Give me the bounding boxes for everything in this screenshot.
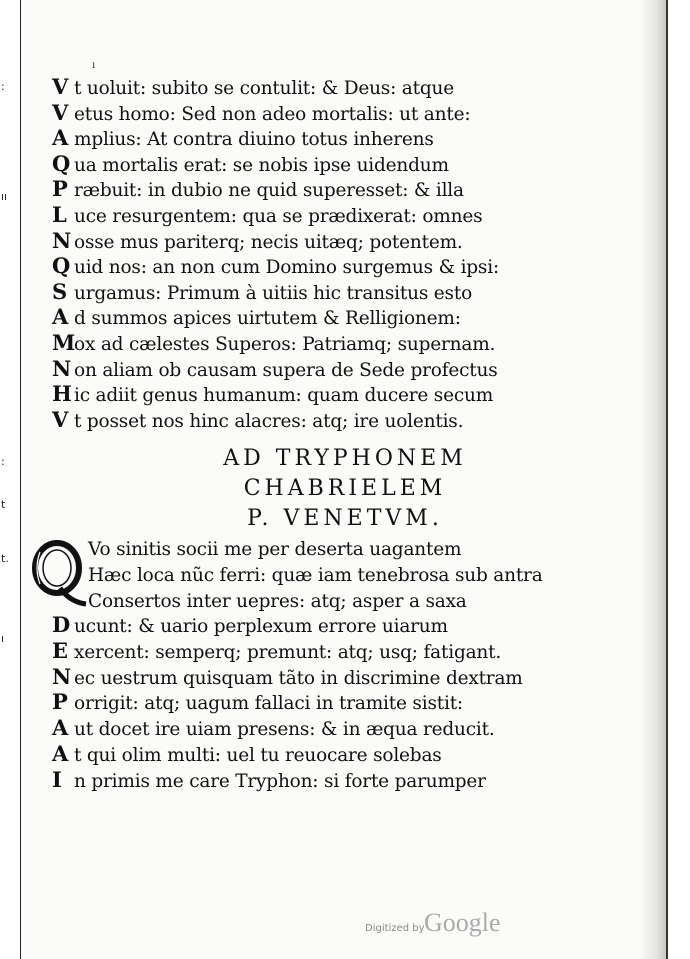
verse-line <box>52 151 449 177</box>
verse-initial: A <box>52 304 69 330</box>
verse-text: d summos apices uirtutem & Relligionem: <box>74 308 461 330</box>
heading-line-2: CHABRIELEM <box>243 476 447 501</box>
verse-line <box>52 304 461 330</box>
verse-initial: I <box>52 766 62 792</box>
digitized-label: Digitized by <box>365 923 425 934</box>
verse-initial: A <box>52 741 69 766</box>
verse-initial: L <box>52 202 67 227</box>
verse-text: Hæc loca nũc ferri: quæ iam tenebrosa sub antra <box>88 565 543 586</box>
verse-initial: N <box>52 227 71 253</box>
verse-text: urgamus: Primum à uitiis hic transitus esto <box>74 282 473 304</box>
verse-initial: M <box>52 330 76 355</box>
verse-line <box>52 612 448 638</box>
verse-text: t qui olim multi: uel tu reuocare solebas <box>74 745 442 766</box>
printer-mark: ı <box>92 60 96 71</box>
margin-mark: : <box>1 80 5 93</box>
verse-initial: S <box>52 278 67 304</box>
verse-text: n primis me care Tryphon: si forte parumper <box>74 770 486 792</box>
verse-text: uid nos: an non cum Domino surgemus & ipsi: <box>74 257 499 279</box>
verse-line <box>52 638 501 664</box>
verse-line <box>52 407 463 433</box>
verse-line <box>52 279 472 305</box>
verse-line <box>52 689 463 715</box>
verse-initial: N <box>52 663 71 689</box>
verse-text: ic adiit genus humanum: quam ducere secum <box>74 385 494 407</box>
dropcap-q-ornament <box>30 538 88 608</box>
verse-line <box>52 176 464 202</box>
verse-text: t uoluit: subito se contulit: & Deus: atque <box>74 78 454 99</box>
verse-text: etus homo: Sed non adeo mortalis: ut ante: <box>74 103 471 125</box>
verse-text: on aliam ob causam supera de Sede profectus <box>74 359 498 381</box>
verse-initial: V <box>52 406 69 432</box>
verse-line <box>52 330 495 356</box>
verse-text: Consertos inter uepres: atq; asper a saxa <box>88 591 467 612</box>
verse-line <box>52 767 486 793</box>
verse-line <box>52 253 499 279</box>
google-logo: Google <box>424 908 501 937</box>
verse-line <box>52 125 434 151</box>
verse-initial: E <box>52 637 68 663</box>
margin-mark: t. <box>1 552 9 565</box>
verse-initial: V <box>52 99 69 125</box>
verse-line <box>52 228 463 254</box>
verse-text: uce resurgentem: qua se prædixerat: omnes <box>74 206 483 227</box>
verse-initial: N <box>52 355 71 381</box>
verse-text: mplius: At contra diuino totus inherens <box>74 129 434 151</box>
verse-text: t posset nos hinc alacres: atq; ire uolentis. <box>74 410 464 432</box>
verse-initial: V <box>52 74 69 99</box>
verse-text: ua mortalis erat: se nobis ipse uidendum <box>74 154 449 176</box>
verse-line <box>88 537 461 563</box>
heading-line-1: AD TRYPHONEM <box>223 446 467 471</box>
verse-initial: D <box>52 612 71 637</box>
verse-line <box>52 715 495 741</box>
verse-line <box>52 202 482 228</box>
verse-text: ræbuit: in dubio ne quid superesset: & illa <box>74 180 464 202</box>
verse-initial: Q <box>52 253 71 279</box>
verse-line <box>52 100 470 126</box>
verse-line <box>52 664 523 690</box>
margin-mark: ı <box>1 632 5 645</box>
verse-line <box>52 74 454 100</box>
verse-initial: Q <box>52 150 71 176</box>
verse-initial: P <box>52 689 68 715</box>
margin-mark: t <box>1 498 6 511</box>
verse-initial: A <box>52 715 69 741</box>
verse-text: ucunt: & uario perplexum errore uiarum <box>74 616 448 637</box>
verse-line <box>52 356 498 382</box>
heading-line-3: P. VENETVM. <box>247 506 443 531</box>
verse-text: Vo sinitis socii me per deserta uagantem <box>88 539 462 560</box>
verse-initial: H <box>52 381 72 407</box>
verse-line <box>52 381 493 407</box>
verse-line <box>52 741 442 767</box>
verse-text: ut docet ire uiam presens: & in æqua reducit. <box>74 719 495 741</box>
verse-text: ec uestrum quisquam tãto in discrimine dextram <box>74 667 523 689</box>
verse-text: ox ad cælestes Superos: Patriamq; supernam. <box>74 334 496 355</box>
verse-text: osse mus pariterq; necis uitæq; potentem. <box>74 231 463 253</box>
margin-mark: ıı <box>1 190 8 203</box>
verse-text: orrigit: atq; uagum fallaci in tramite sistit: <box>74 693 463 715</box>
verse-initial: A <box>52 125 69 151</box>
verse-initial: P <box>52 176 68 202</box>
verse-text: xercent: semperq; premunt: atq; usq; fatigant. <box>74 641 502 663</box>
margin-mark: : <box>1 455 5 468</box>
verse-line <box>88 563 543 589</box>
